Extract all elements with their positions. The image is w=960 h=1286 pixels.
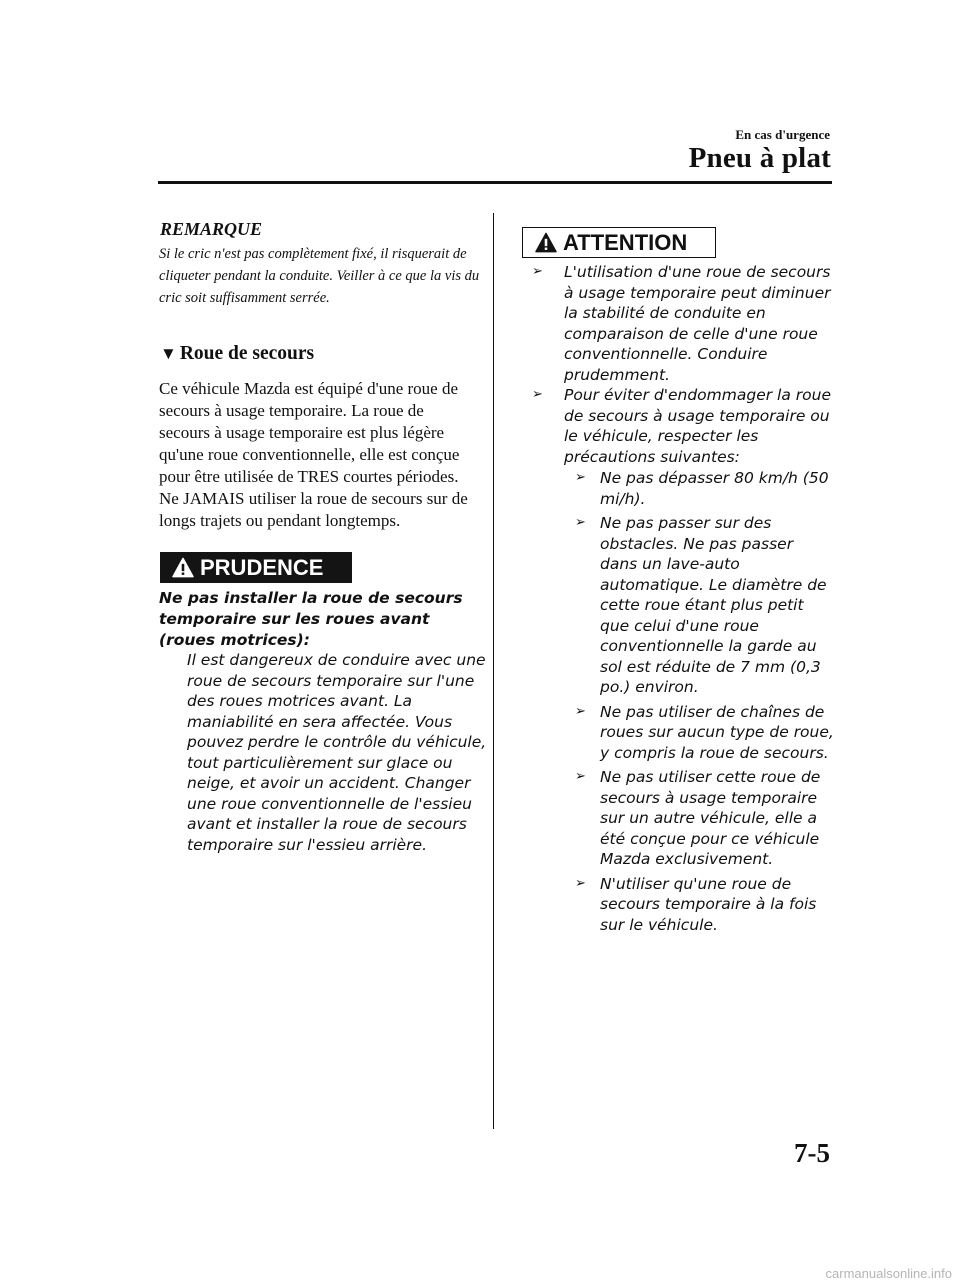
attention-item-text: Pour éviter d'endommager la roue de secours à usage temporaire ou le véhicule, respecter les précautions suivantes: [564, 386, 831, 466]
watermark: carmanualsonline.info [825, 1266, 952, 1281]
prudence-label: PRUDENCE [200, 554, 324, 580]
note-body: Si le cric n'est pas complètement fixé, il risquerait de cliqueter pendant la conduite. Veiller à ce que la vis du cric soit suffisamment serrée. [159, 246, 480, 306]
precaution-text: Ne pas dépasser 80 km/h (50 mi/h). [600, 469, 829, 508]
spare-wheel-heading [160, 343, 314, 365]
attention-badge [522, 227, 716, 258]
page-number: 7-5 [794, 1138, 830, 1168]
precaution-text: Ne pas utiliser cette roue de secours à usage temporaire sur un autre véhicule, elle a été conçue pour ce véhicule Mazda exclusivement. [600, 768, 821, 868]
arrow-bullet-icon: ➢ [575, 769, 586, 784]
list-item [575, 468, 835, 509]
arrow-bullet-icon: ➢ [575, 875, 586, 891]
arrow-bullet-icon: ➢ [532, 264, 543, 279]
attention-label: ATTENTION [563, 229, 688, 255]
precaution-text: Ne pas utiliser de chaînes de roues sur aucun type de roue, y compris la roue de secours. [600, 702, 834, 762]
list-item [575, 874, 835, 936]
precaution-text: N'utiliser qu'une roue de secours temporaire à la fois sur le véhicule. [600, 874, 817, 934]
column-divider [493, 213, 494, 1129]
list-item [531, 385, 835, 935]
prudence-body: Il est dangereux de conduire avec une roue de secours temporaire sur l'une des roues motrices avant. La maniabilité en sera affectée. Vous pouvez perdre le contrôle du véhicule, tout particulièrement sur glace ou neige, et avoir un accident. Changer une roue conventionnelle de l'essieu avant et installer la roue de secours temporaire sur l'essieu arrière. [187, 651, 487, 854]
header-divider [158, 181, 832, 184]
section-label: En cas d'urgence [735, 127, 830, 142]
attention-item-text: L'utilisation d'une roue de secours à usage temporaire peut diminuer la stabilité de conduite en comparaison de celle d'une roue conventionnelle. Conduire prudemment. [564, 263, 831, 384]
triangle-down-icon: ▼ [160, 344, 177, 363]
spare-wheel-paragraph: Ce véhicule Mazda est équipé d'une roue de secours à usage temporaire. La roue de secours à usage temporaire est plus légère qu'une roue conventionnelle, elle est conçue pour être utilisée de TRES courtes périodes. Ne JAMAIS utiliser la roue de secours sur de longs trajets ou pendant longtemps. [159, 379, 468, 530]
prudence-badge [160, 552, 352, 583]
prudence-title: Ne pas installer la roue de secours temporaire sur les roues avant (roues motrices): [159, 589, 463, 649]
warning-icon [535, 232, 557, 253]
page-title: Pneu à plat [688, 142, 831, 174]
list-item [531, 262, 835, 385]
list-item [575, 513, 835, 698]
precautions-list [564, 468, 835, 935]
arrow-bullet-icon: ➢ [575, 515, 586, 530]
note-title: REMARQUE [160, 219, 263, 239]
arrow-bullet-icon: ➢ [532, 387, 543, 402]
arrow-bullet-icon: ➢ [575, 703, 586, 719]
list-item [575, 702, 835, 764]
precaution-text: Ne pas passer sur des obstacles. Ne pas passer dans un lave-auto automatique. Le diamètre de cette roue étant plus petit que celui d'une roue conventionnelle la garde au sol est réduite de 7 mm (0,3 po.) environ. [600, 514, 827, 696]
warning-icon [172, 557, 194, 578]
arrow-bullet-icon: ➢ [575, 470, 586, 485]
list-item [575, 767, 835, 870]
spare-wheel-heading-text: Roue de secours [179, 343, 315, 364]
attention-list [531, 262, 835, 935]
